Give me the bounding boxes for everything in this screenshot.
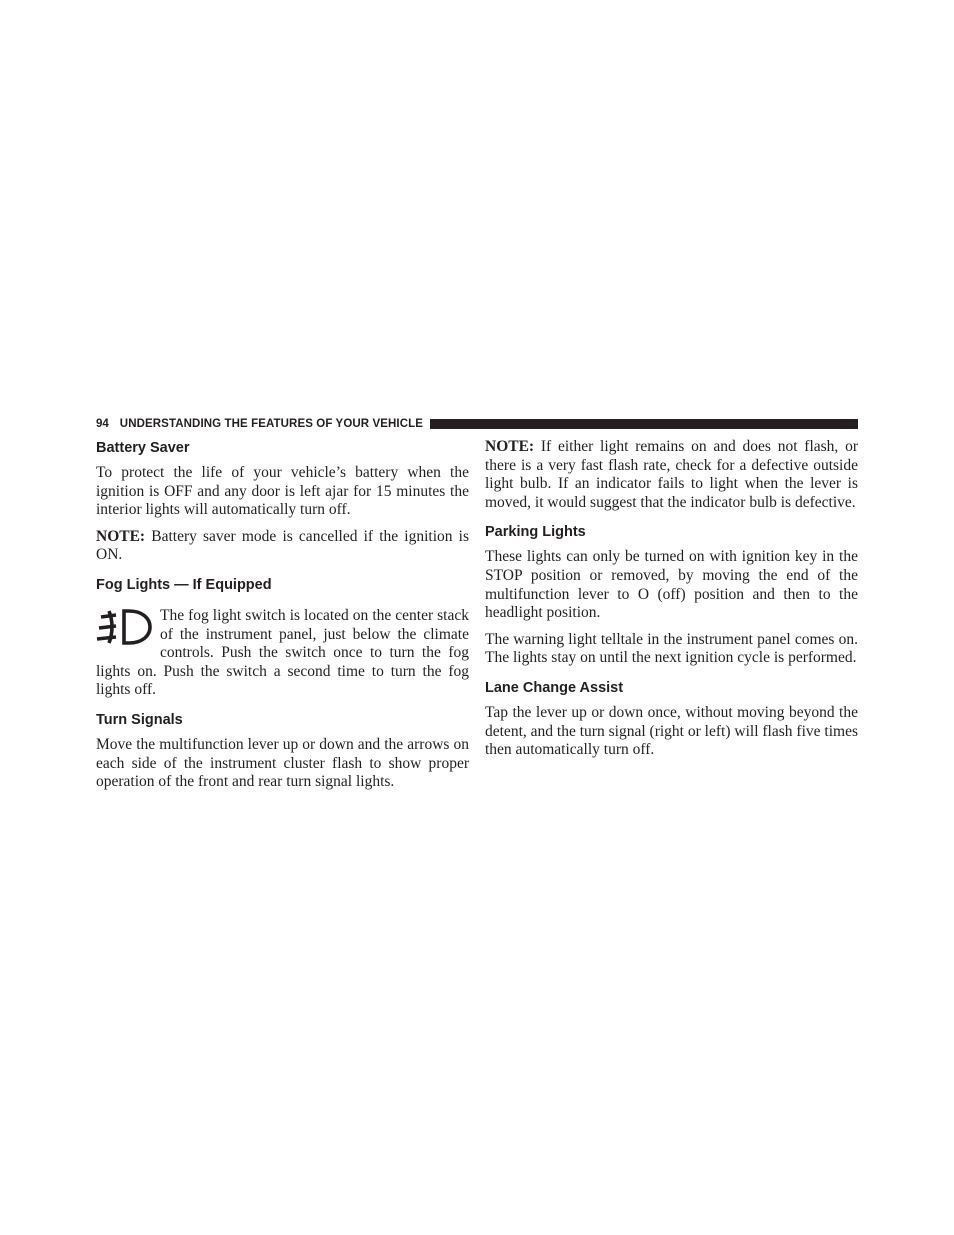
note-label: NOTE: [96, 527, 146, 545]
fog-lights-section [96, 607, 469, 700]
left-column [96, 437, 469, 792]
front-fog-light-icon [96, 607, 152, 647]
right-column [485, 437, 858, 760]
fog-lights-heading: Fog Lights — If Equipped [96, 576, 272, 593]
parking-lights-paragraph-2: The warning light telltale in the instrument panel comes on. The lights stay on until the next ignition cycle is performed. [485, 630, 858, 667]
page-number: 94 [96, 418, 109, 430]
indicator-note [485, 438, 858, 512]
battery-saver-heading: Battery Saver [96, 440, 190, 456]
lane-change-assist-heading: Lane Change Assist [485, 679, 624, 696]
turn-signals-paragraph: Move the multifunction lever up or down and the arrows on each side of the instrument cluster flash to show proper operation of the front and rear turn signal lights. [96, 735, 469, 791]
parking-lights-heading: Parking Lights [485, 524, 586, 541]
battery-saver-note [96, 528, 469, 565]
note-label: NOTE: [485, 438, 535, 455]
turn-signals-heading: Turn Signals [96, 711, 183, 728]
lane-change-assist-paragraph: Tap the lever up or down once, without moving beyond the detent, and the turn signal (right or left) will flash five times then automatically turn off. [485, 703, 858, 759]
fog-lights-paragraph: The fog light switch is located on the center stack of the instrument panel, just below the climate controls. Push the switch once to turn the fog lights on. Push the switch a second time to turn the fog lights off. [96, 606, 469, 699]
note-text: If either light remains on and does not flash, or there is a very fast flash rate, check for a defective outside light bulb. If an indicator fails to light when the lever is moved, it would suggest that the indicator bulb is defective. [485, 438, 858, 511]
note-text: Battery saver mode is cancelled if the ignition is ON. [96, 527, 469, 564]
header-rule [430, 419, 858, 429]
chapter-title: UNDERSTANDING THE FEATURES OF YOUR VEHICLE [119, 418, 424, 430]
page-header [96, 417, 858, 431]
parking-lights-paragraph-1: These lights can only be turned on with ignition key in the STOP position or removed, by moving the end of the multifunction lever to O (off) position and then to the headlight position. [485, 548, 858, 622]
battery-saver-paragraph: To protect the life of your vehicle’s battery when the ignition is OFF and any door is left ajar for 15 minutes the interior lights will automatically turn off. [96, 464, 469, 519]
